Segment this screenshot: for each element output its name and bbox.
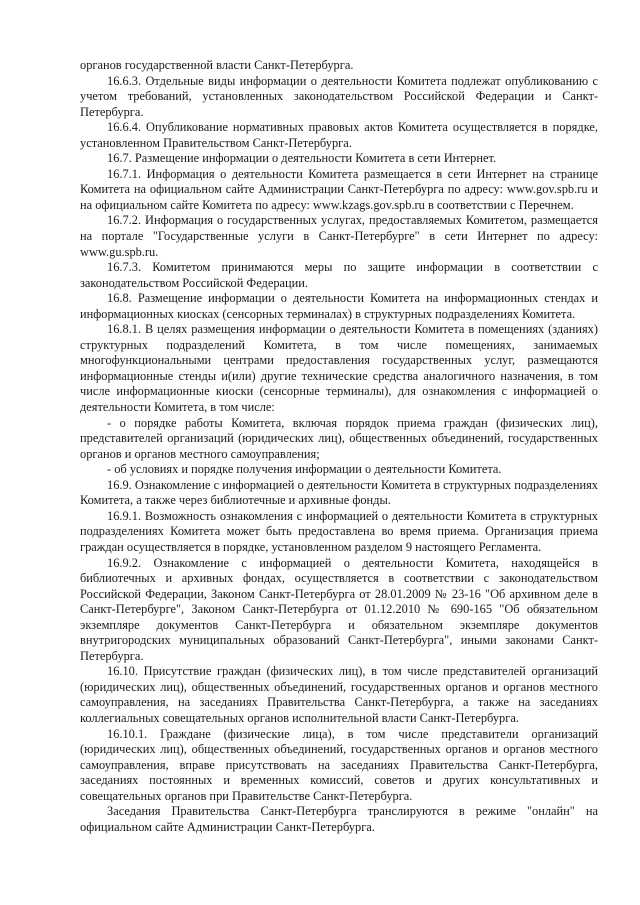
paragraph-16-6-4: 16.6.4. Опубликование нормативных правовых актов Комитета осуществляется в порядке, установленном Правительством Санкт-Петербурга.: [80, 120, 598, 150]
list-item-conditions: - об условиях и порядке получения информации о деятельности Комитета.: [107, 462, 502, 477]
paragraph-16-7-2: 16.7.2. Информация о государственных услугах, предоставляемых Комитетом, размещается на портале "Государственные услуги в Санкт-Петербурге" в сети Интернет по адресу: www.gu.spb.ru.: [80, 213, 598, 259]
paragraph-16-9: 16.9. Ознакомление с информацией о деятельности Комитета в структурных подразделениях Комитета, а также через библиотечные и архивные фонды.: [80, 477, 598, 508]
paragraph-continuation: органов государственной власти Санкт-Петербурга.: [80, 58, 354, 72]
paragraph-sessions-online: Заседания Правительства Санкт-Петербурга транслируются в режиме "онлайн" на официальном сайте Администрации Санкт-Петербурга.: [80, 804, 598, 834]
paragraph-16-10-1: 16.10.1. Граждане (физические лица), в том числе представители организаций (юридических лиц), общественных объединений, государственных органов и органов местного самоуправления, вправе присутствовать на заседаниях Правительства Санкт-Петербурга, заседаниях постоянных и временных комиссий, советов и других консультативных и совещательных органов при Правительстве Санкт-Петербурга.: [80, 726, 598, 803]
list-item-work-order: - о порядке работы Комитета, включая порядок приема граждан (физических лиц), представителей организаций (юридических лиц), общественных объединений, государственных органов и органов местного самоуправления;: [80, 415, 598, 461]
paragraph-16-8-1: 16.8.1. В целях размещения информации о деятельности Комитета в помещениях (зданиях) структурных подразделений Комитета, в том числе помещениях, занимаемых многофункциональными центрами предоставления государственных услуг, размещаются информационные стенды и(или) другие технические средства аналогичного назначения, в том числе информационные киоски (сенсорные терминалы), для ознакомления с информацией о деятельности Комитета, в том числе:: [80, 322, 598, 415]
paragraph-16-7-1: 16.7.1. Информация о деятельности Комитета размещается в сети Интернет на странице Комитета на официальном сайте Администрации Санкт-Петербурга по адресу: www.gov.spb.ru и на официальном сайте Комитета по адресу: www.kzags.gov.spb.ru в соответствии с Перечнем.: [80, 166, 598, 212]
paragraph-16-8: 16.8. Размещение информации о деятельности Комитета на информационных стендах и информационных киосках (сенсорных терминалах) в структурных подразделениях Комитета.: [80, 291, 598, 321]
paragraph-16-10: 16.10. Присутствие граждан (физических лиц), в том числе представителей организаций (юридических лиц), общественных объединений, государственных органов и органов местного самоуправления, на заседаниях Правительства Санкт-Петербурга, а также на заседаниях коллегиальных совещательных органов исполнительной власти Санкт-Петербурга.: [80, 664, 598, 725]
paragraph-16-9-2: 16.9.2. Ознакомление с информацией о деятельности Комитета, находящейся в библиотечных и архивных фондах, осуществляется в соответствии с законодательством Российской Федерации, Законом Санкт-Петербурга от 28.01.2009 № 23-16 "Об архивном деле в Санкт-Петербурге", Законом Санкт-Петербурга от 01.12.2010 № 690-165 "Об обязательном экземпляре документов Санкт-Петербурга и обязательном экземпляре документов внутригородских муниципальных образований Санкт-Петербурга", иными законами Санкт-Петербурга.: [80, 555, 598, 663]
paragraph-16-6-3: 16.6.3. Отдельные виды информации о деятельности Комитета подлежат опубликованию с учетом требований, установленных законодательством Российской Федерации и Санкт-Петербурга.: [80, 73, 598, 119]
paragraph-16-7-3: 16.7.3. Комитетом принимаются меры по защите информации в соответствии с законодательством Российской Федерации.: [80, 260, 598, 290]
paragraph-16-7: 16.7. Размещение информации о деятельности Комитета в сети Интернет.: [107, 151, 497, 166]
paragraph-16-9-1: 16.9.1. Возможность ознакомления с информацией о деятельности Комитета в структурных подразделениях Комитета может быть предоставлена во время приема. Организация приема граждан осуществляется в порядке, установленном разделом 9 настоящего Регламента.: [80, 508, 598, 554]
